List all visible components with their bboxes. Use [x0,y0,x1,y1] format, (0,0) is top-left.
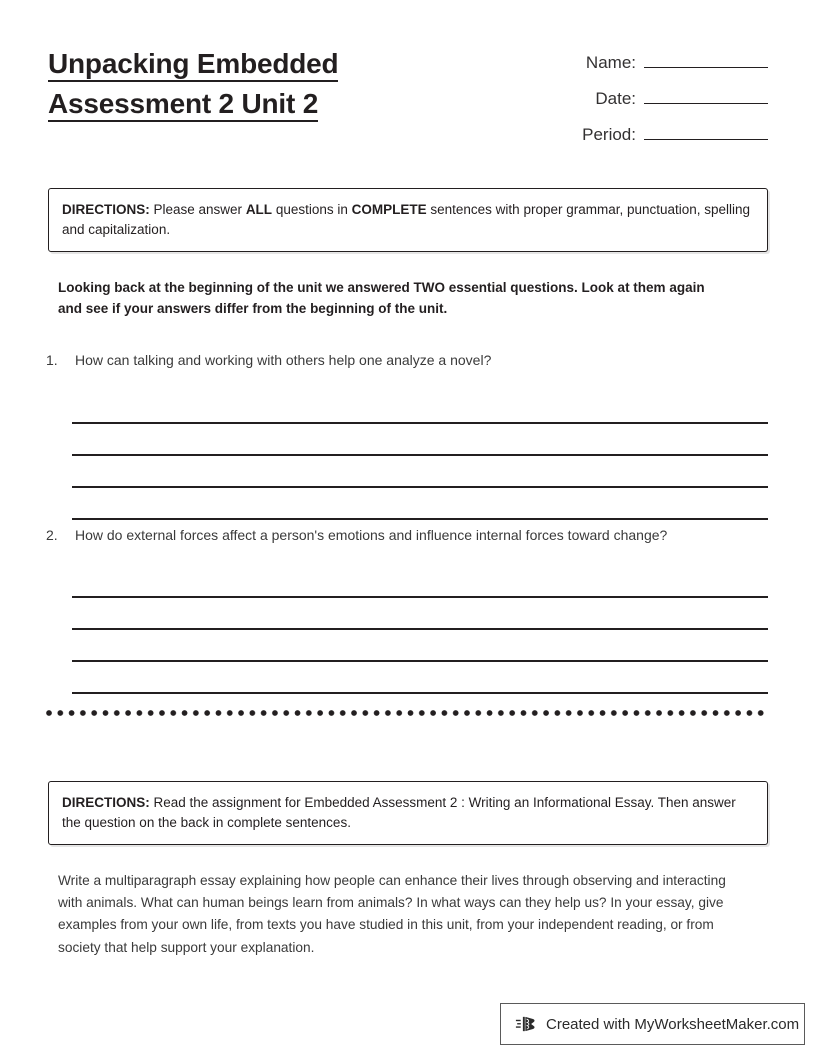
name-field-row [586,50,768,73]
answer-line[interactable] [72,566,768,598]
answer-line[interactable] [72,630,768,662]
date-field-row [595,86,768,109]
date-field-label: Date: [595,89,636,108]
name-field-label: Name: [585,53,636,72]
page-title-line-2: Assessment 2 Unit 2 [48,88,318,122]
question-1-text: How can talking and working with others help one analyze a novel? [75,352,492,368]
question-2-text: How do external forces affect a person's emotions and influence internal forces toward change? [75,527,668,543]
question-1-answer-lines[interactable] [72,392,768,520]
answer-line[interactable] [72,392,768,424]
question-1 [46,351,768,369]
period-field-label: Period: [582,125,636,144]
period-field-input-line[interactable] [644,122,768,140]
page-title-line-1: Unpacking Embedded [48,48,338,82]
directions-box-2 [48,781,768,845]
directions-1-text-part-1: Please answer [149,202,246,217]
answer-line[interactable] [72,456,768,488]
intro-instruction: Looking back at the beginning of the unit we answered TWO essential questions. Look at them again and see if your answers differ from the beginning of the unit. [58,280,705,316]
directions-1-text-part-2: questions in [272,202,352,217]
question-2-answer-lines[interactable] [72,566,768,694]
directions-2-text: Read the assignment for Embedded Assessment 2 : Writing an Informational Essay. Then answer the question on the back in complete sentences. [62,795,736,830]
answer-line[interactable] [72,598,768,630]
directions-1-emphasis-all: ALL [245,202,273,217]
student-info-fields [582,50,768,145]
date-field-input-line[interactable] [644,86,768,104]
name-field-input-line[interactable] [644,50,768,68]
page-header [48,44,768,145]
answer-line[interactable] [72,424,768,456]
footer-attribution-badge[interactable] [500,1003,805,1045]
directions-1-label: DIRECTIONS: [62,202,150,217]
page-title [48,44,338,124]
footer-attribution-text: Created with MyWorksheetMaker.com [546,1015,800,1033]
directions-2-label: DIRECTIONS: [62,795,150,810]
directions-1-text-part-3: sentences with proper grammar, punctuation, spelling and capitalization. [62,202,751,237]
question-2 [46,526,768,544]
answer-line[interactable] [72,662,768,694]
question-1-number: 1. [46,352,58,368]
worksheet-maker-logo-icon [515,1013,537,1035]
answer-line[interactable] [72,488,768,520]
question-2-number: 2. [46,527,58,543]
directions-box-1 [48,188,768,252]
dotted-separator [46,710,768,718]
essay-prompt-text: Write a multiparagraph essay explaining how people can enhance their lives through observing and interacting with animals. What can human beings learn from animals? In what ways can they help us? In your essay, give examples from your own life, from texts you have studied in this unit, from your independent reading, or from society that help support your explanation. [58,873,726,955]
period-field-row [582,122,768,145]
directions-1-emphasis-complete: COMPLETE [351,202,427,217]
